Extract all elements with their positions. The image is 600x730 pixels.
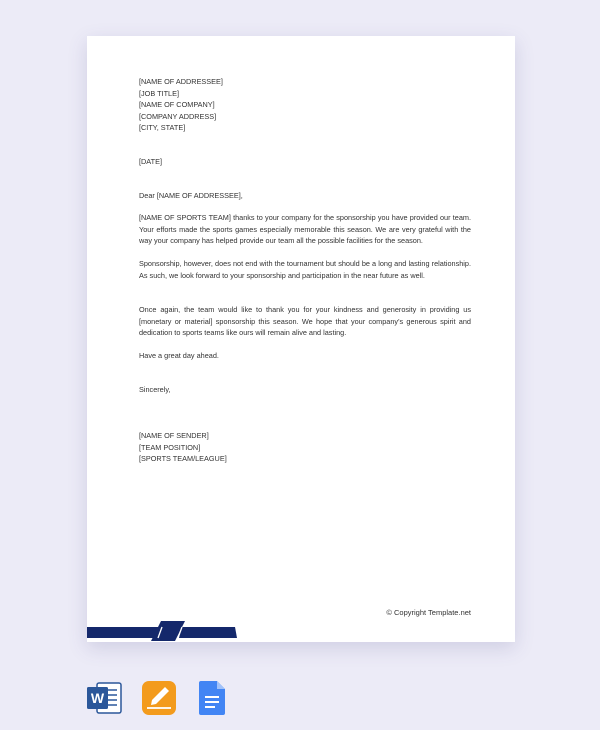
copyright-notice: © Copyright Template.net (386, 608, 471, 617)
sign-off: Sincerely, (139, 385, 171, 394)
addressee-address: [COMPANY ADDRESS] (139, 111, 217, 121)
word-icon[interactable] (87, 681, 123, 715)
document-page (87, 36, 515, 642)
pages-icon[interactable] (142, 681, 176, 715)
signature-block (139, 430, 227, 465)
addressee-job-title: [JOB TITLE] (139, 88, 180, 98)
closing-line: Have a great day ahead. (139, 351, 219, 360)
paragraph-3: Once again, the team would like to thank you for your kindness and generosity in providing us [monetary or material] sponsorship this season. We hope that your company's generous spirit and dedication to sports teams like ours will remain alive and lasting. (139, 305, 471, 337)
sports-team-league: [SPORTS TEAM/LEAGUE] (139, 454, 227, 463)
salutation: Dear [NAME OF ADDRESSEE], (139, 191, 243, 200)
paragraph-1: [NAME OF SPORTS TEAM] thanks to your company for the sponsorship you have provided our team. Your efforts made the sports games especially memorable this season. We are very grateful with the way your company has helped provide our team all the possible facilities for the season. (139, 213, 471, 245)
addressee-block (139, 76, 223, 134)
letter-date: [DATE] (139, 157, 162, 166)
addressee-city-state: [CITY, STATE] (139, 123, 186, 132)
svg-text:W: W (90, 690, 105, 706)
paragraph-2: Sponsorship, however, does not end with the tournament but should be a long and lasting relationship. As such, we look forward to your sponsorship and participation in the near future as well. (139, 259, 471, 280)
stripe-left (87, 627, 161, 638)
addressee-company: [NAME OF COMPANY] (139, 100, 215, 109)
addressee-name: [NAME OF ADDRESSEE] (139, 77, 223, 86)
footer-stripe-decoration (87, 620, 247, 642)
sender-name: [NAME OF SENDER] (139, 431, 209, 440)
team-position: [TEAM POSITION] (139, 442, 201, 452)
stripe-right (179, 627, 237, 638)
google-docs-icon[interactable] (199, 681, 225, 715)
